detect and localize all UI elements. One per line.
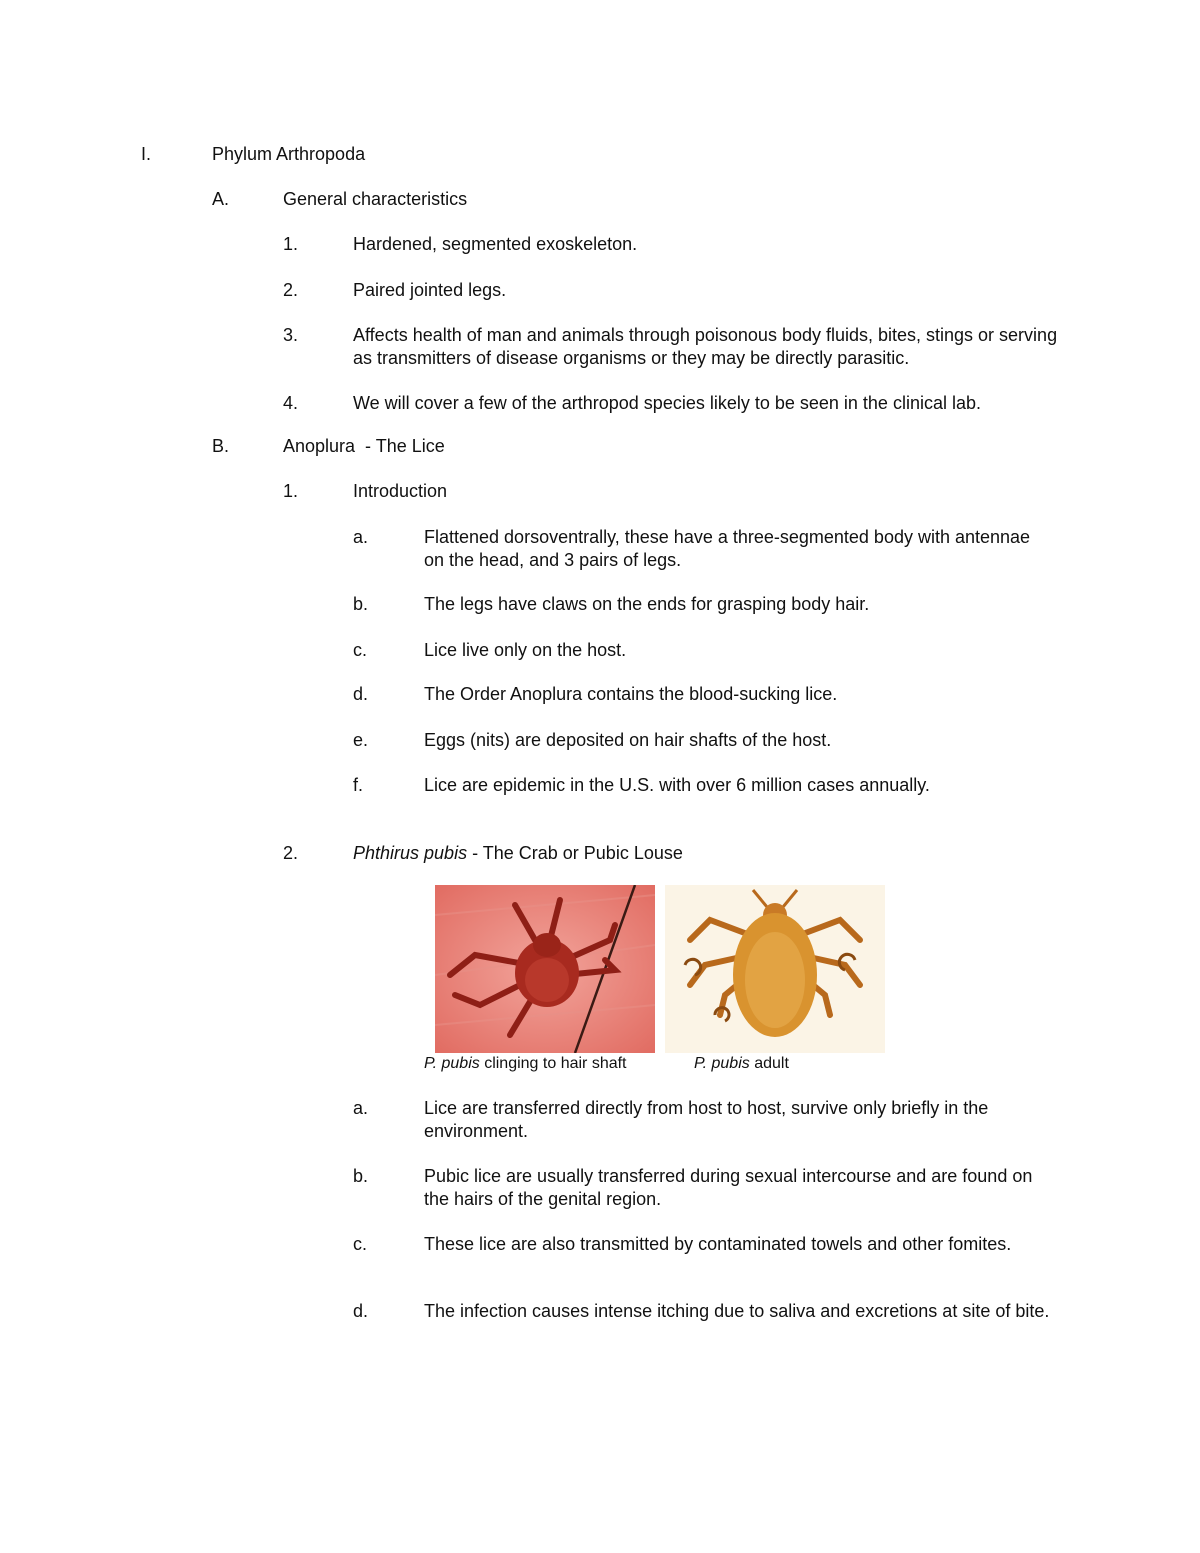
subsection-2-label: 2. — [283, 843, 299, 863]
photo-caption-left — [424, 1054, 627, 1074]
list-item-text: Eggs (nits) are deposited on hair shafts of the host. — [424, 730, 832, 750]
list-item-text: Flattened dorsoventrally, these have a three-segmented body with antennae on the head, and 3 pairs of legs. — [424, 527, 1031, 570]
section-b-label: B. — [212, 436, 230, 456]
section-i-label: I. — [141, 144, 152, 164]
subsection-1-title: Introduction — [353, 481, 448, 501]
list-item-label: d. — [353, 684, 369, 704]
list-item-text: Pubic lice are usually transferred during sexual intercourse and are found on the hairs of the genital region. — [424, 1166, 1033, 1209]
list-item-label: 3. — [283, 325, 299, 345]
section-a-label: A. — [212, 189, 230, 209]
list-item-text: Lice are transferred directly from host to host, survive only briefly in the environment. — [424, 1098, 989, 1141]
caption-species: P. pubis — [694, 1055, 750, 1072]
subsection-1-label: 1. — [283, 481, 299, 501]
louse-on-hair-photo — [435, 885, 655, 1053]
section-a-title: General characteristics — [283, 189, 468, 209]
list-item-label: d. — [353, 1301, 369, 1321]
list-item-text: Lice are epidemic in the U.S. with over 6 million cases annually. — [424, 775, 930, 795]
list-item-text: The legs have claws on the ends for grasping body hair. — [424, 594, 870, 614]
list-item-text: The Order Anoplura contains the blood-sucking lice. — [424, 684, 838, 704]
list-item-label: f. — [353, 775, 364, 795]
list-item-label: c. — [353, 640, 368, 660]
list-item-label: 4. — [283, 393, 299, 413]
list-item-label: a. — [353, 527, 369, 547]
list-item-label: e. — [353, 730, 369, 750]
list-item-text: The infection causes intense itching due to saliva and excretions at site of bite. — [424, 1301, 1050, 1321]
photo-caption-right — [694, 1054, 789, 1074]
louse-adult-photo — [665, 885, 885, 1053]
list-item-label: c. — [353, 1234, 368, 1254]
list-item-label: 2. — [283, 280, 299, 300]
species-name: Phthirus pubis — [353, 843, 468, 863]
list-item-label: 1. — [283, 234, 299, 254]
list-item-label: b. — [353, 1166, 369, 1186]
caption-species: P. pubis — [424, 1055, 480, 1072]
caption-text: adult — [749, 1055, 789, 1072]
list-item-text: Affects health of man and animals through poisonous body fluids, bites, stings or serving as transmitters of disease organisms or they may be directly parasitic. — [353, 325, 1058, 368]
caption-text: clinging to hair shaft — [479, 1055, 627, 1072]
list-item-text: Paired jointed legs. — [353, 280, 507, 300]
section-b-title: Anoplura - The Lice — [283, 436, 445, 456]
subsection-2-suffix: - The Crab or Pubic Louse — [467, 843, 683, 863]
list-item-text: Lice live only on the host. — [424, 640, 627, 660]
list-item-text: We will cover a few of the arthropod species likely to be seen in the clinical lab. — [353, 393, 981, 413]
subsection-2-title — [353, 842, 683, 865]
list-item-text: These lice are also transmitted by contaminated towels and other fomites. — [424, 1234, 1012, 1254]
list-item-label: a. — [353, 1098, 369, 1118]
list-item-label: b. — [353, 594, 369, 614]
list-item-text: Hardened, segmented exoskeleton. — [353, 234, 638, 254]
section-i-title: Phylum Arthropoda — [212, 144, 366, 164]
